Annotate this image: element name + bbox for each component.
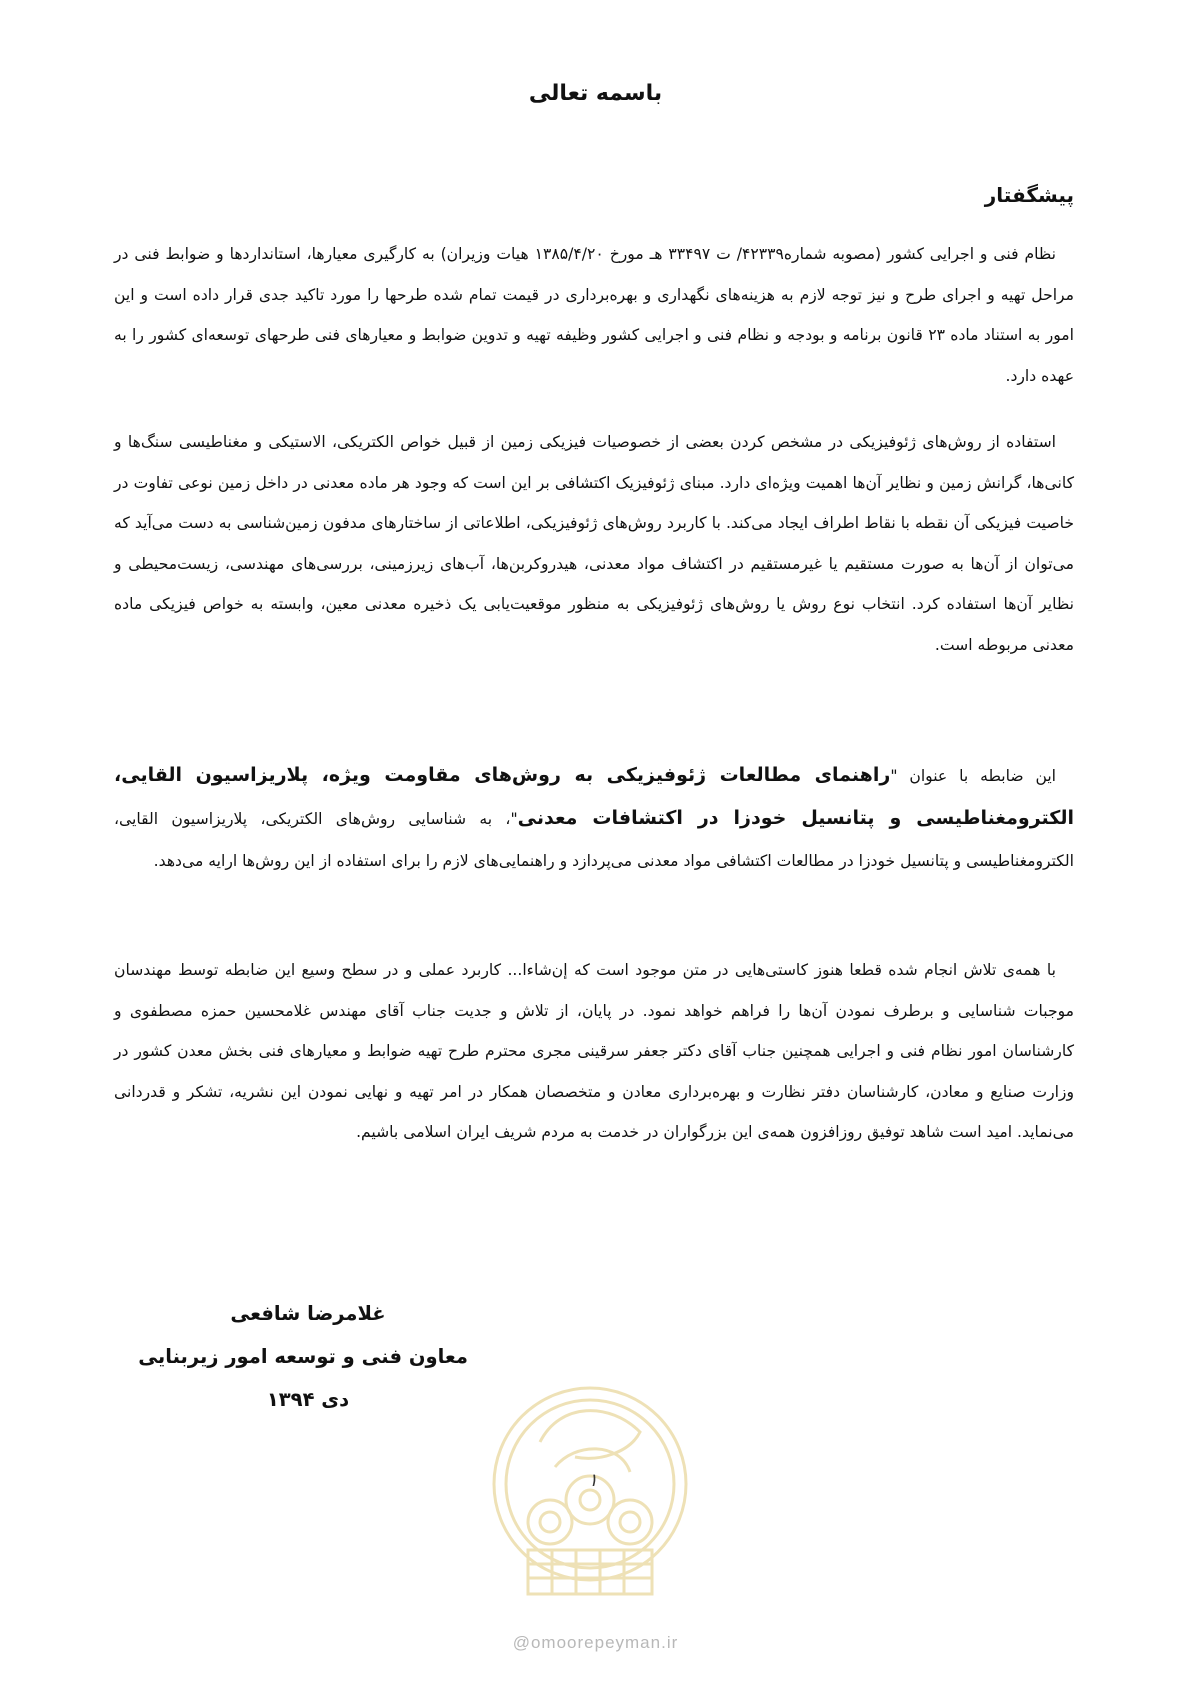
- signature-date: دی ۱۳۹۴: [266, 1388, 350, 1411]
- paragraph-2-text: استفاده از روش‌های ژئوفیزیکی در مشخص کردن بعضی از خصوصیات فیزیکی زمین از قبیل خواص الکتریکی، الاستیکی و مغناطیسی سنگ‌ها و کانی‌ها، گرانش زمین و نظایر آن‌ها اهمیت ویژه‌ای دارد. مبنای ژئوفیزیک اکتشافی بر این است که وجود هر ماده معدنی در داخل زمین نوعی تفاوت در خاصیت فیزیکی آن نقطه با نقاط اطراف ایجاد می‌کند. با کاربرد روش‌های ژئوفیزیکی، اطلاعاتی از ساختارهای مدفون زمین‌شناسی به دست می‌آید که می‌توان از آن‌ها به صورت مستقیم یا غیرمستقیم در اکتشاف مواد معدنی، هیدروکربن‌ها، آب‌های زیرزمینی، بررسی‌های مهندسی، زیست‌محیطی و نظایر آن‌ها استفاده کرد. انتخاب نوع روش یا روش‌های ژئوفیزیکی به منظور موقعیت‌یابی یک ذخیره معدنی معین، وابسته به خواص فیزیکی ماده معدنی مربوطه است.: [114, 433, 1074, 654]
- paragraph-3-prefix: این ضابطه با عنوان ": [890, 767, 1057, 785]
- signatory-position: معاون فنی و توسعه امور زیربنایی: [138, 1345, 468, 1368]
- paragraph-3: [114, 754, 1074, 882]
- paragraph-2: [114, 422, 1074, 665]
- watermark-logo-icon: [480, 1372, 700, 1612]
- guideline-title: راهنمای مطالعات ژئوفیزیکی به روش‌های مقاومت ویژه، پلاریزاسیون القایی، الکترومغناطیسی و پتانسیل خودزا در اکتشافات معدنی: [114, 764, 1074, 829]
- document-title: باسمه تعالی: [528, 81, 663, 106]
- section-heading: پیشگفتار: [984, 183, 1074, 207]
- paragraph-4-text: با همه‌ی تلاش انجام شده قطعا هنوز کاستی‌هایی در متن موجود است که إن‌شاءا... کاربرد عملی و در سطح وسیع این ضابطه توسط مهندسان موجبات شناسایی و برطرف نمودن آن‌ها را فراهم خواهد نمود. در پایان، از تلاش و جدیت جناب آقای مهندس غلامحسین حمزه مصطفوی و کارشناسان امور نظام فنی و اجرایی همچنین جناب آقای دکتر جعفر سرقینی مجری محترم طرح تهیه ضوابط و معیارهای فنی بخش معدن کشور در وزارت صنایع و معادن، کارشناسان دفتر نظارت و بهره‌برداری معادن و متخصصان همکار در امر تهیه و نهایی نمودن این نشریه، تشکر و قدردانی می‌نماید. امید است شاهد توفیق روزافزون همه‌ی این بزرگواران در خدمت به مردم شریف ایران اسلامی باشیم.: [114, 961, 1074, 1141]
- paragraph-4: [114, 950, 1074, 1153]
- signature-block: [138, 1292, 468, 1421]
- paragraph-3-suffix: "، به شناسایی روش‌های الکتریکی، پلاریزاسیون القایی، الکترومغناطیسی و پتانسیل خودزا در مطالعات اکتشافی مواد معدنی می‌پردازد و راهنمایی‌های لازم را برای استفاده از این روش‌ها ارایه می‌دهد.: [114, 810, 1074, 870]
- page-number: ۱: [588, 1470, 598, 1491]
- paragraph-1: [114, 234, 1074, 396]
- watermark-site: @omoorepeyman.ir: [512, 1633, 679, 1652]
- signatory-name: غلامرضا شافعی: [230, 1302, 386, 1325]
- paragraph-1-text: نظام فنی و اجرایی کشور (مصوبه شماره۴۲۳۳۹/ ت ۳۳۴۹۷ هـ مورخ ۱۳۸۵/۴/۲۰ هیات وزیران) به کارگیری معیارها، استانداردها و ضوابط فنی در مراحل تهیه و اجرای طرح و نیز توجه لازم به هزینه‌های نگهداری و بهره‌برداری در قیمت تمام شده طرحها را مورد تاکید جدی قرار داده است و این امور به استناد ماده ۲۳ قانون برنامه و بودجه و نظام فنی و اجرایی کشور وظیفه تهیه و تدوین ضوابط و معیارهای فنی طرحهای توسعه‌ای کشور را به عهده دارد.: [114, 245, 1074, 385]
